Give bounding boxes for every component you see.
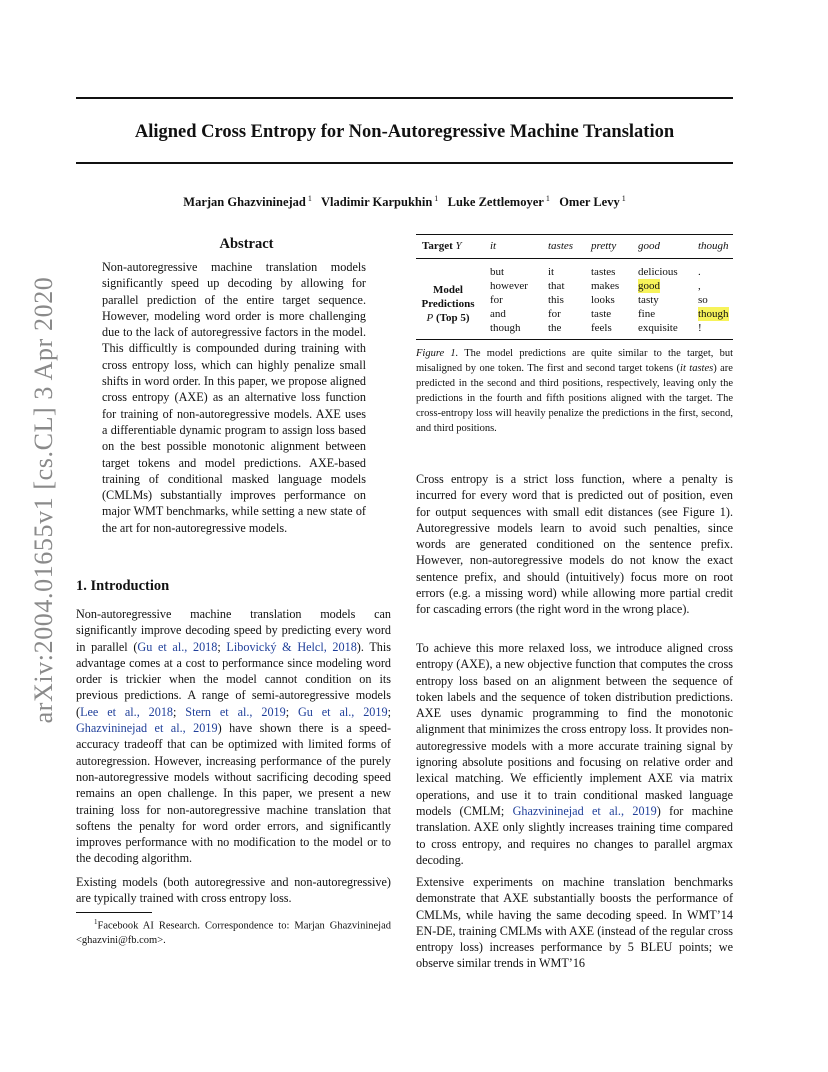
right-paragraph-2 (416, 640, 733, 868)
prediction-token: makes (591, 280, 620, 292)
intro-text: ). This advantage comes at a cost to performance since modeling word order is trickier when the model cannot condition on its previous predictions. A range of semi-autoregressive models ( (76, 639, 392, 719)
abstract-text: Non-autoregressive machine translation models significantly speed up decoding by allowing for parallel prediction of the entire target sequence. However, modeling word order is more challenging due to the lack of autoregressive factors in the model. This difficultly is compounded during training with cross entropy loss, which can highly penalize small shifts in word order. In this paper, we propose aligned cross entropy (AXE) as an alternative loss function for training of non-autoregressive models. AXE uses a differentiable dynamic program to assign loss based on the best possible monotonic alignment between target tokens and model predictions. AXE-based training of conditional masked language models (CMLMs) substantially improves performance on major WMT benchmarks, while setting a new state of the art for non-autoregressive models. (102, 260, 366, 535)
citation-link[interactable]: Libovický & Helcl, 2018 (226, 639, 357, 654)
prediction-token: though (490, 322, 521, 334)
label-line: (Top 5) (435, 312, 470, 324)
prediction-token: however (490, 280, 528, 292)
prediction-token: tastes (591, 266, 616, 278)
label-variable: P (426, 312, 434, 324)
intro-paragraph-1 (76, 606, 391, 867)
intro-paragraph-2: Existing models (both autoregressive and non-autoregressive) are typically trained with cross entropy loss. (76, 875, 391, 906)
intro-text: Non-autoregressive machine translation models can significantly improve decoding speed by predicting every word in parallel ( (76, 607, 391, 654)
title-bottom-rule (76, 162, 733, 164)
prediction-token: fine (638, 308, 656, 320)
author-name: Marjan Ghazvininejad (183, 195, 306, 210)
target-token: tastes (548, 240, 574, 252)
prediction-token: exquisite (638, 322, 678, 334)
header-label-text: Target (422, 240, 453, 252)
target-token: though (698, 240, 729, 252)
author-name: Omer Levy (559, 195, 620, 210)
prediction-token: that (548, 280, 565, 292)
author-affiliation: 1 (307, 194, 312, 203)
body-text: ) for machine translation. AXE only slightly increases training time compared to cross entropy, and requires no changes to parallel argmax decoding. (416, 803, 733, 867)
citation-link[interactable]: Gu et al., 2019 (298, 704, 388, 719)
table-header-row (416, 239, 733, 256)
arxiv-stamp: arXiv:2004.01655v1 [cs.CL] 3 Apr 2020 (29, 276, 58, 724)
right-paragraph-1: Cross entropy is a strict loss function, where a penalty is incurred for every word that is predicted out of position, even for output sequences with small edit distances (see Figure 1). Autoregressive models learn to avoid such penalties, since words are generated conditioned on the sentence prefix. However, non-autoregressive models do not know the exact sentence prefix, and should (intuitively) focus more on root errors (e.g. a missing word) while allowing more partial credit for cascading errors (the right word in the wrong place). (416, 472, 733, 617)
header-label (422, 239, 462, 253)
author-name: Luke Zettlemoyer (447, 195, 544, 210)
author-affiliation: 1 (545, 194, 550, 203)
model-predictions-label (416, 283, 480, 325)
citation-link[interactable]: Gu et al., 2018 (137, 639, 218, 654)
author-name: Vladimir Karpukhin (321, 195, 433, 210)
label-line: Predictions (421, 298, 475, 310)
prediction-token: and (490, 308, 506, 320)
figure-1-caption (416, 346, 733, 436)
prediction-token: for (490, 294, 503, 306)
title-top-rule (76, 97, 733, 99)
author-list (76, 191, 733, 210)
caption-text: The model predictions are quite similar to the target, but misaligned by one token. The first and second target tokens ( (416, 348, 733, 374)
footnote-text: Facebook AI Research. Correspondence to: Marjan Ghazvininejad <ghazvini@fb.com>. (76, 920, 391, 946)
intro-text: ) have shown there is a speed-accuracy tradeoff that can be optimized with limited forms of autoregression. However, increasing performance of the purely non-autoregressive models without sacrificing decoding speed remains an open challenge. In this paper, we present a new training loss for non-autoregressive machine translation that softens the penalty for word order errors, and significantly improves performance with no modification to the model or to the decoding algorithm. (76, 721, 391, 866)
prediction-token: this (548, 294, 564, 306)
prediction-token: tasty (638, 294, 659, 306)
paper-title: Aligned Cross Entropy for Non-Autoregressive Machine Translation (134, 122, 675, 142)
prediction-token: , (698, 280, 701, 292)
prediction-token: but (490, 266, 505, 278)
prediction-block (416, 265, 733, 339)
section-heading-introduction: 1. Introduction (76, 578, 170, 594)
prediction-token: for (548, 308, 561, 320)
figure-1-table (416, 234, 733, 340)
footnote-rule (76, 912, 152, 913)
prediction-token: taste (591, 308, 612, 320)
footnote (76, 915, 391, 948)
right-paragraph-3: Extensive experiments on machine translation benchmarks demonstrate that AXE substantially boosts the performance of CMLMs, while having the same decoding speed. In WMT’14 EN-DE, training CMLMs with AXE (instead of the regular cross entropy loss) increases performance by 5 BLEU points; we observe similar trends in WMT’16 (416, 875, 733, 971)
prediction-token: the (548, 322, 562, 334)
label-line: Model (433, 284, 463, 296)
target-token: it (490, 240, 497, 252)
prediction-token: delicious (638, 266, 678, 278)
intro-text: ; (173, 704, 186, 719)
prediction-token: good (638, 280, 660, 292)
table-top-rule (416, 234, 733, 235)
target-token: pretty (591, 240, 617, 252)
prediction-token: so (698, 294, 708, 306)
intro-text: ; (285, 704, 298, 719)
prediction-token: . (698, 266, 701, 278)
footnote-mark: 1 (94, 918, 98, 926)
prediction-token: though (698, 308, 729, 320)
caption-label: Figure 1. (416, 348, 459, 359)
citation-link[interactable]: Ghazvininejad et al., 2019 (512, 803, 657, 818)
prediction-token: looks (591, 294, 615, 306)
caption-text: ) are predicted in the second and third positions, respectively, leaving only the predictions in the fourth and fifth positions aligned with the target. The cross-entropy loss will heavily penalize the predictions in the first, second, and third positions. (416, 363, 733, 434)
abstract-heading: Abstract (219, 236, 274, 252)
table-mid-rule (416, 258, 733, 259)
citation-link[interactable]: Ghazvininejad et al., 2019 (76, 721, 218, 736)
target-token: good (638, 240, 660, 252)
table-bottom-rule (416, 339, 733, 340)
header-variable: Y (455, 240, 462, 252)
citation-link[interactable]: Stern et al., 2019 (185, 704, 286, 719)
prediction-token: it (548, 266, 555, 278)
caption-emphasis: it tastes (680, 363, 714, 374)
prediction-token: feels (591, 322, 612, 334)
prediction-token: ! (698, 322, 702, 334)
intro-text: ; (387, 704, 391, 719)
body-text: To achieve this more relaxed loss, we introduce aligned cross entropy (AXE), a new objective function that computes the cross entropy loss based on an alignment between the sequence of token labels and the sequence of token distribution predictions. AXE uses dynamic programming to find the monotonic alignment that minimizes the cross entropy loss. It provides non-autoregressive models with a more accurate training signal by ignoring absolute positions and focusing on relative order and lexical matching. We efficiently implement AXE via matrix operations, and use it to train conditional masked language models (CMLM; (416, 641, 733, 818)
citation-link[interactable]: Lee et al., 2018 (80, 704, 174, 719)
author-affiliation: 1 (434, 194, 439, 203)
intro-text: ; (217, 639, 227, 654)
author-affiliation: 1 (621, 194, 626, 203)
